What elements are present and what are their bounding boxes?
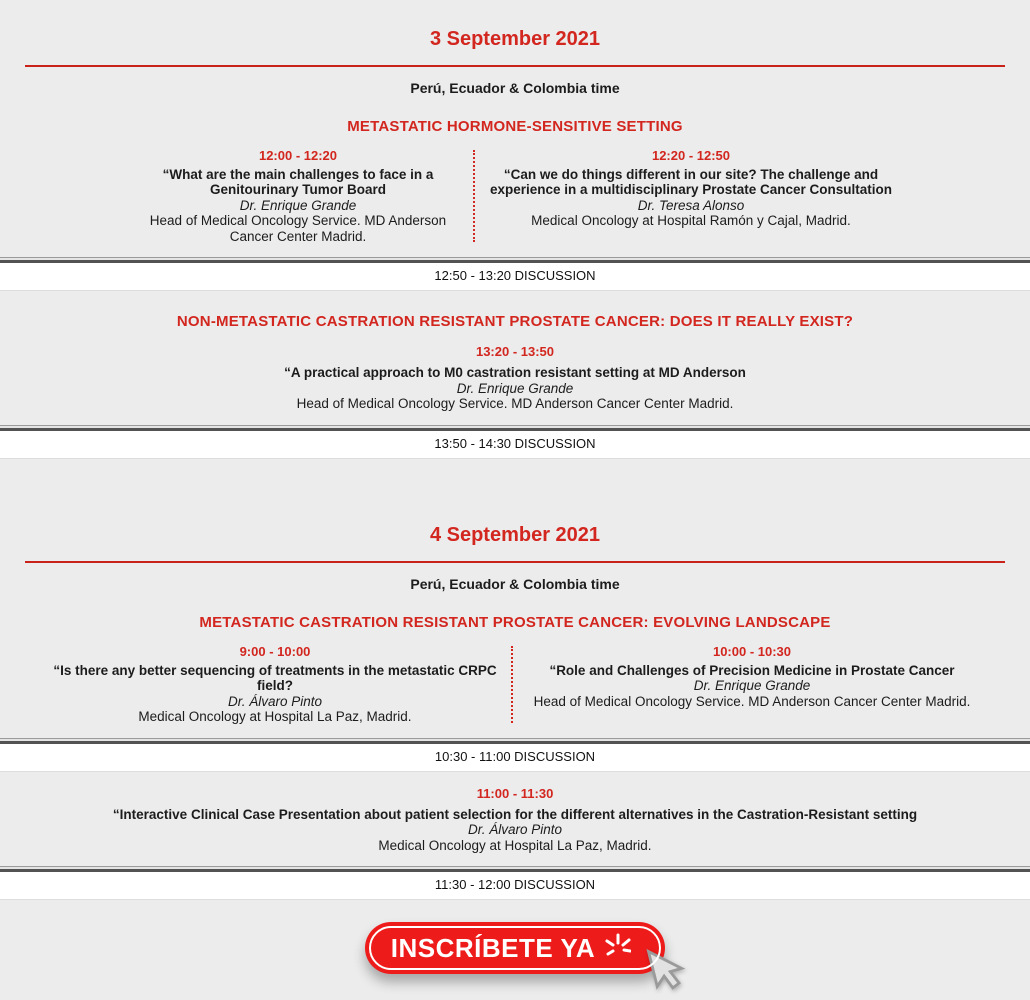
- day-2-agenda: [0, 472, 1030, 900]
- day-2-timezone: Perú, Ecuador & Colombia time: [410, 575, 620, 592]
- day-2-session-1-talks-row: [0, 644, 1030, 725]
- talk-card: [0, 786, 1030, 854]
- talk-time: 9:00 - 10:00: [239, 643, 311, 659]
- discussion-bar: [0, 257, 1030, 291]
- cta-container: [365, 922, 665, 974]
- talk-card: [513, 644, 991, 725]
- talk-title: “Can we do things different in our site? The challenge and experience in a multidisciplinary Prostate Cancer Consultation: [489, 166, 893, 198]
- talk-speaker: Dr. Enrique Grande: [693, 678, 811, 694]
- discussion-label: 12:50 - 13:20 DISCUSSION: [0, 263, 1030, 291]
- discussion-label: 11:30 - 12:00 DISCUSSION: [0, 872, 1030, 900]
- day-1-session-1-heading: METASTATIC HORMONE-SENSITIVE SETTING: [347, 117, 683, 135]
- register-now-label: INSCRÍBETE YA: [390, 932, 596, 963]
- talk-affiliation: Head of Medical Oncology Service. MD Anderson Cancer Center Madrid.: [533, 693, 971, 709]
- discussion-label: 10:30 - 11:00 DISCUSSION: [0, 744, 1030, 772]
- day-1-timezone: Perú, Ecuador & Colombia time: [410, 79, 620, 96]
- talk-affiliation: Head of Medical Oncology Service. MD Anderson Cancer Center Madrid.: [149, 213, 447, 244]
- click-burst-icon: [605, 933, 631, 959]
- talk-title: “Role and Challenges of Precision Medicine in Prostate Cancer: [549, 662, 955, 678]
- talk-card: [39, 644, 511, 725]
- discussion-bar: [0, 425, 1030, 459]
- talk-speaker: Dr. Enrique Grande: [456, 380, 574, 396]
- talk-affiliation: Medical Oncology at Hospital La Paz, Madrid.: [138, 709, 412, 725]
- discussion-bar: [0, 738, 1030, 772]
- talk-time: 12:00 - 12:20: [258, 147, 338, 163]
- day-1-agenda: [0, 13, 1030, 458]
- day-1-title-rule: [25, 65, 1005, 67]
- talk-speaker: Dr. Álvaro Pinto: [467, 822, 563, 838]
- talk-time: 11:00 - 11:30: [476, 785, 554, 801]
- day-1-title: 3 September 2021: [429, 28, 601, 51]
- talk-time: 10:00 - 10:30: [712, 643, 792, 659]
- talk-title: “Interactive Clinical Case Presentation about patient selection for the different alternatives in the Castration-Resistant setting: [112, 806, 918, 822]
- talk-time: 12:20 - 12:50: [651, 147, 731, 163]
- day-1-session-1-talks-row: [0, 148, 1030, 245]
- talk-title: “What are the main challenges to face in a Genitourinary Tumor Board: [162, 166, 434, 198]
- mouse-pointer-icon: [641, 944, 689, 1000]
- day-2-session-1-heading: METASTATIC CASTRATION RESISTANT PROSTATE CANCER: EVOLVING LANDSCAPE: [199, 613, 831, 631]
- day-2-title: 4 September 2021: [429, 524, 601, 547]
- talk-title: “Is there any better sequencing of treatments in the metastatic CRPC field?: [53, 662, 497, 694]
- register-now-button[interactable]: [365, 922, 665, 974]
- day-2-title-rule: [25, 561, 1005, 563]
- day-1-session-2-heading: NON-METASTATIC CASTRATION RESISTANT PROSTATE CANCER: DOES IT REALLY EXIST?: [176, 313, 854, 331]
- talk-affiliation: Head of Medical Oncology Service. MD Anderson Cancer Center Madrid.: [296, 396, 734, 412]
- talk-affiliation: Medical Oncology at Hospital Ramón y Cajal, Madrid.: [531, 213, 851, 229]
- discussion-label: 13:50 - 14:30 DISCUSSION: [0, 431, 1030, 459]
- talk-card: [475, 148, 907, 245]
- talk-card: [0, 344, 1030, 412]
- talk-time: 13:20 - 13:50: [475, 344, 555, 360]
- talk-speaker: Dr. Álvaro Pinto: [227, 693, 323, 709]
- discussion-bar: [0, 866, 1030, 900]
- talk-speaker: Dr. Teresa Alonso: [637, 197, 745, 213]
- talk-speaker: Dr. Enrique Grande: [239, 197, 357, 213]
- talk-card: [123, 148, 473, 245]
- talk-affiliation: Medical Oncology at Hospital La Paz, Madrid.: [378, 837, 652, 853]
- talk-title: “A practical approach to M0 castration resistant setting at MD Anderson: [284, 365, 746, 381]
